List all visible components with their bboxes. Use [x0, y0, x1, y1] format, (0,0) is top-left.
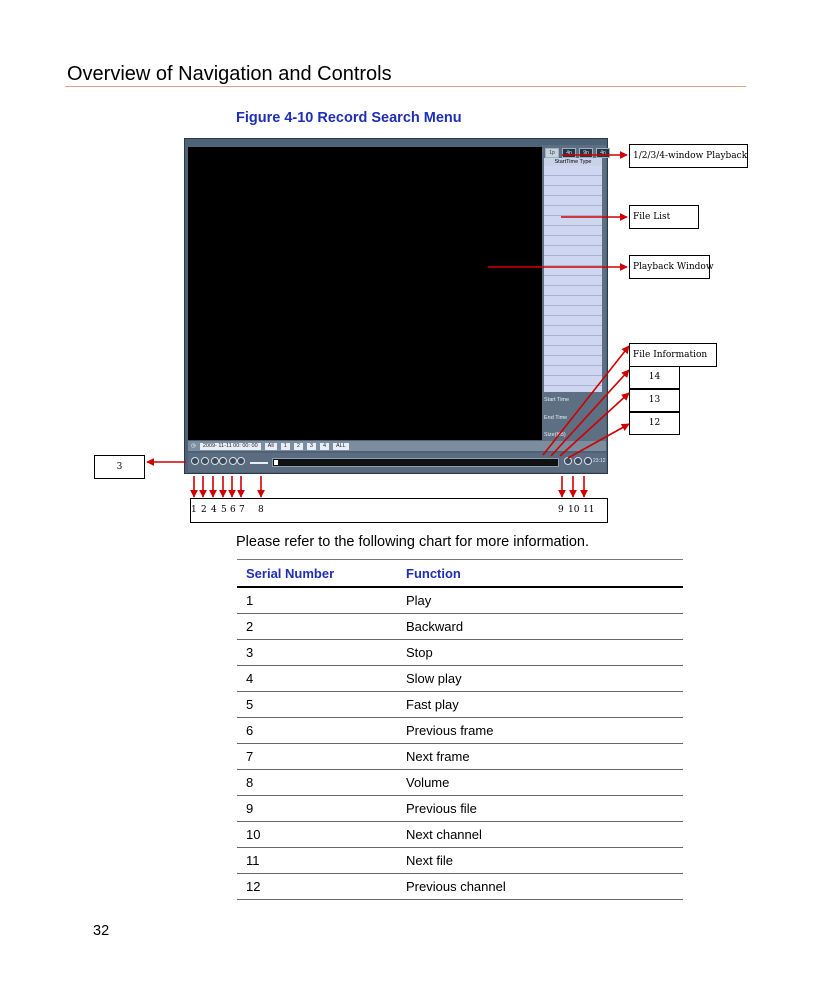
date-field[interactable]: 2009- 11-11 00: 00: 00 — [200, 443, 261, 450]
table-row — [237, 692, 683, 718]
end-time-label: End Time — [544, 415, 568, 421]
table-row — [237, 744, 683, 770]
serial-cell: 7 — [237, 744, 397, 770]
arrow-14 — [551, 370, 629, 456]
table-row — [237, 640, 683, 666]
filter-select[interactable]: All — [265, 443, 277, 450]
strip-number-10: 10 — [568, 505, 580, 515]
serial-cell: 3 — [237, 640, 397, 666]
callout-3: 3 — [94, 455, 145, 479]
serial-cell: 12 — [237, 874, 397, 900]
callout-14: 14 — [629, 366, 680, 389]
function-cell: Previous file — [397, 796, 683, 822]
serial-cell: 8 — [237, 770, 397, 796]
clock-icon: ◷ — [191, 443, 196, 449]
strip-number-11: 11 — [583, 505, 595, 515]
callout-13: 13 — [629, 389, 680, 412]
page-number: 32 — [93, 923, 110, 939]
strip-number-8: 8 — [258, 505, 264, 515]
table-row — [237, 822, 683, 848]
function-cell: Volume — [397, 770, 683, 796]
start-time-label: Start Time — [544, 397, 570, 403]
clock-readout: 23:12 — [593, 458, 606, 464]
function-cell: Next channel — [397, 822, 683, 848]
page-title: Overview of Navigation and Controls — [67, 63, 392, 85]
callout-window-playback: 1/2/3/4-window Playback — [629, 144, 748, 168]
callout-playback-window: Playback Window — [629, 255, 710, 279]
window-9-button[interactable]: 9n — [579, 148, 593, 158]
serial-cell: 5 — [237, 692, 397, 718]
serial-cell: 9 — [237, 796, 397, 822]
window-4-button[interactable]: 4n — [562, 148, 576, 158]
strip-number-5: 5 — [221, 505, 227, 515]
serial-cell: 10 — [237, 822, 397, 848]
serial-cell: 6 — [237, 718, 397, 744]
window-16-button[interactable]: 4n — [596, 148, 610, 158]
table-header-row — [237, 560, 683, 588]
function-cell: Previous frame — [397, 718, 683, 744]
table-row — [237, 587, 683, 614]
function-cell: Next frame — [397, 744, 683, 770]
table-row — [237, 666, 683, 692]
strip-number-9: 9 — [558, 505, 564, 515]
table-row — [237, 874, 683, 900]
function-cell: Fast play — [397, 692, 683, 718]
channel-2-select[interactable]: 2 — [294, 443, 303, 450]
header-serial-number: Serial Number — [237, 560, 397, 588]
table-row — [237, 770, 683, 796]
strip-number-7: 7 — [239, 505, 245, 515]
arrow-file-information — [543, 346, 629, 455]
function-cell: Play — [397, 587, 683, 614]
channel-1-select[interactable]: 1 — [281, 443, 290, 450]
strip-number-1: 1 — [191, 505, 197, 515]
channel-3-select[interactable]: 3 — [307, 443, 316, 450]
serial-cell: 1 — [237, 587, 397, 614]
strip-number-2: 2 — [201, 505, 207, 515]
serial-cell: 2 — [237, 614, 397, 640]
size-label: Size(KB) — [544, 432, 566, 438]
callout-12: 12 — [629, 412, 680, 435]
header-function: Function — [397, 560, 683, 588]
strip-number-6: 6 — [230, 505, 236, 515]
table-row — [237, 718, 683, 744]
window-1-button[interactable]: 1p — [545, 148, 559, 158]
channel-4-select[interactable]: 4 — [320, 443, 329, 450]
callout-file-information: File Information — [629, 343, 717, 367]
table-row — [237, 614, 683, 640]
intro-text: Please refer to the following chart for more information. — [236, 534, 589, 550]
function-cell: Backward — [397, 614, 683, 640]
strip-number-4: 4 — [211, 505, 217, 515]
table-row — [237, 848, 683, 874]
file-list-header: StartTime Type — [544, 158, 602, 166]
callout-file-list: File List — [629, 205, 699, 229]
function-cell: Slow play — [397, 666, 683, 692]
table-row — [237, 796, 683, 822]
arrow-13 — [560, 393, 629, 456]
type-select[interactable]: ALL — [333, 443, 349, 450]
serial-cell: 11 — [237, 848, 397, 874]
function-cell: Previous channel — [397, 874, 683, 900]
serial-cell: 4 — [237, 666, 397, 692]
function-cell: Next file — [397, 848, 683, 874]
function-table — [237, 559, 683, 900]
figure-caption: Figure 4-10 Record Search Menu — [236, 110, 462, 126]
function-cell: Stop — [397, 640, 683, 666]
